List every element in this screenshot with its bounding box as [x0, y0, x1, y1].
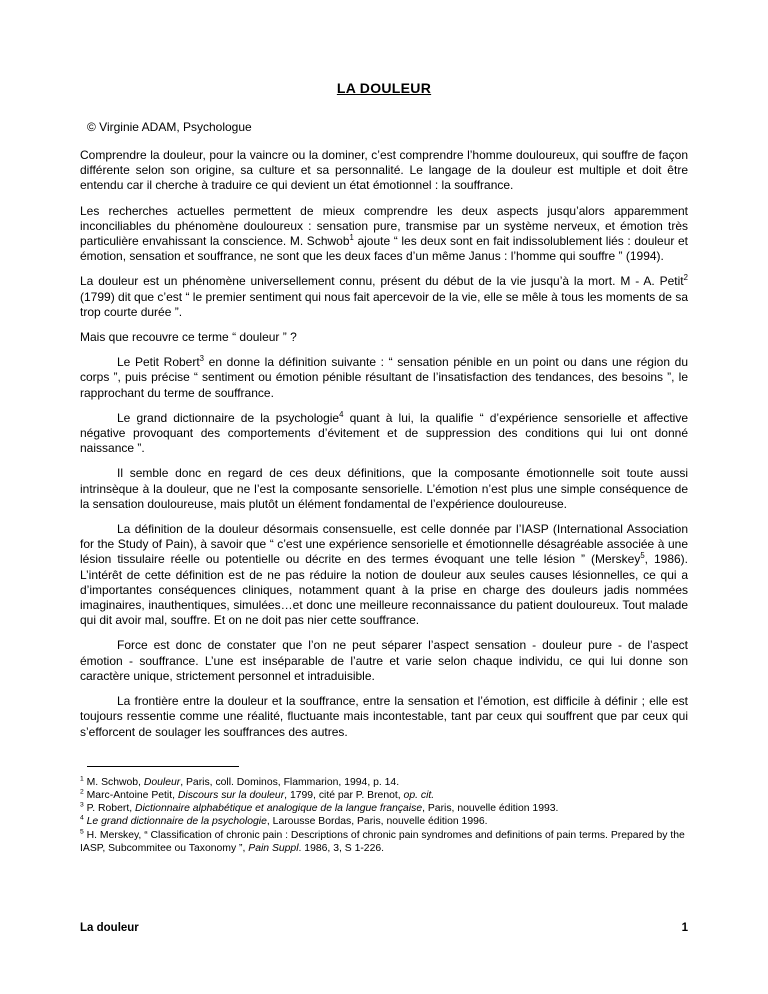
footnote-marker: 1 [349, 233, 354, 243]
footnotes-section [80, 766, 688, 855]
italic-text: Dictionnaire alphabétique et analogique de la langue française [134, 803, 423, 815]
page-footer [80, 922, 688, 934]
footnote-marker: 5 [640, 551, 645, 561]
paragraph-7: Il semble donc en regard de ces deux définitions, que la composante émotionnelle soit toute aussi intrinsèque à la douleur, que ne l’est la composante sensorielle. L’émotion n’est plus une simple conséquence de la sensation douloureuse, mais plutôt un élément fondamental de l’expérience douloureuse. [80, 466, 688, 511]
italic-text: op. cit. [403, 789, 435, 801]
paragraph-4: Mais que recouvre ce terme “ douleur ” ? [80, 330, 297, 345]
paragraph-6: Le grand dictionnaire de la psychologie$^4$ quant à lui, la qualifie “ d’expérience sensorielle et affective négative provoquant des comportements d’évitement et de suppression des conditions qui lui ont donné naissance ”. [80, 409, 688, 456]
paragraph-5: Le Petit Robert$^3$ en donne la définition suivante : “ sensation pénible en un point ou dans une région du corps ”, puis précise “ sentiment ou émotion pénible résultant de l’insatisfaction des tendances, des besoins ”, le rapprochant du terme de souffrance. [80, 354, 688, 400]
footnote-5: $^5$ H. Merskey, “ Classification of chronic pain : Descriptions of chronic pain syndromes and definitions of pain terms. Prepared by the IASP, Subcommitee ou Taxonomy ”, Pain Suppl. 1986, 3, S 1-226. [80, 828, 685, 854]
page-number: 1 [681, 922, 688, 934]
italic-text: Douleur [143, 776, 181, 788]
footnote-marker: 1 [80, 775, 84, 783]
footnote-marker: 3 [80, 801, 84, 809]
document-title [80, 80, 688, 96]
italic-text: Discours sur la douleur [177, 789, 285, 801]
paragraph-9: Force est donc de constater que l’on ne peut séparer l’aspect sensation - douleur pure - de l’aspect émotion - souffrance. L’une est inséparable de l’autre et varie selon chaque individu, ce qui lui donne son caractère unique, strictement personnel et intraduisible. [80, 638, 688, 683]
author-line: © Virginie ADAM, Psychologue [87, 120, 252, 134]
italic-text: Le grand dictionnaire de la psychologie [86, 816, 267, 828]
italic-text: Pain Suppl [248, 842, 299, 854]
footnote-separator-line [87, 766, 239, 767]
footer-document-title: La douleur [80, 922, 139, 934]
paragraph-10: La frontière entre la douleur et la souffrance, entre la sensation et l’émotion, est difficile à définir ; elle est toujours ressentie comme une réalité, fluctuante mais incontestable, tant par ceux qui souffrent que par ceux qui s’efforcent de soulager les souffrances des autres. [80, 694, 688, 739]
footnote-marker: 2 [683, 273, 688, 283]
footnote-4: $^4$ Le grand dictionnaire de la psychologie, Larousse Bordas, Paris, nouvelle édition 1996. [80, 814, 488, 828]
footnote-3: $^3$ P. Robert, Dictionnaire alphabétique et analogique de la langue française, Paris, nouvelle édition 1993. [80, 801, 559, 815]
paragraph-8: La définition de la douleur désormais consensuelle, est celle donnée par l’IASP (International Association for the Study of Pain), à savoir que “ c’est une expérience sensorielle et émotionnelle désagréable associée à une lésion tissulaire réelle ou potentielle ou décrite en des termes évoquant une telle lésion ” (Merskey$^5$, 1986). L’intérêt de cette définition est de ne pas réduire la notion de douleur aux seules causes lésionnelles, ce qui a d’importantes conséquences cliniques, notamment quant à la prise en charge des douleurs jadis nommées imaginaires, inauthentiques, simulées…et donc une meilleure reconnaissance du patient douloureux. Tout malade qui dit avoir mal, souffre. Et on ne doit pas nier cette souffrance. [80, 522, 688, 628]
footnote-marker: 2 [80, 788, 84, 796]
paragraph-3: La douleur est un phénomène universellement connu, présent du début de la vie jusqu’à la mort. M - A. Petit$^2$ (1799) dit que c’est “ le premier sentiment qui nous fait apercevoir de la vie, elle se mêle à tous les moments de sa trop courte durée ”. [80, 273, 688, 319]
footnote-marker: 5 [80, 828, 84, 836]
paragraph-1: Comprendre la douleur, pour la vaincre ou la dominer, c’est comprendre l’homme douloureux, qui souffre de façon différente selon son origine, sa culture et sa personnalité. Le langage de la douleur est multiple et doit être entendu car il cherche à traduire ce qui devient un état émotionnel : la souffrance. [80, 148, 688, 193]
footnote-2: $^2$ Marc-Antoine Petit, Discours sur la douleur, 1799, cité par P. Brenot, op. cit. [80, 788, 435, 801]
document-title-text: LA DOULEUR [336, 80, 432, 96]
footnote-marker: 3 [199, 354, 205, 364]
footnote-1: $^1$ M. Schwob, Douleur, Paris, coll. Dominos, Flammarion, 1994, p. 14. [80, 775, 400, 788]
footnote-marker: 4 [339, 409, 344, 419]
paragraph-2: Les recherches actuelles permettent de mieux comprendre les deux aspects jusqu’alors apparemment inconciliables du phénomène douloureux : sensation pure, transmise par un système nerveux, et émotion très particulière envahissant la conscience. M. Schwob$^1$ ajoute “ les deux sont en fait indissolublement liés : douleur et émotion, sensation et souffrance, ne sont que les deux faces d’un même Janus : l’homme qui souffre ” (1994). [80, 203, 688, 264]
footnote-marker: 4 [80, 814, 84, 822]
